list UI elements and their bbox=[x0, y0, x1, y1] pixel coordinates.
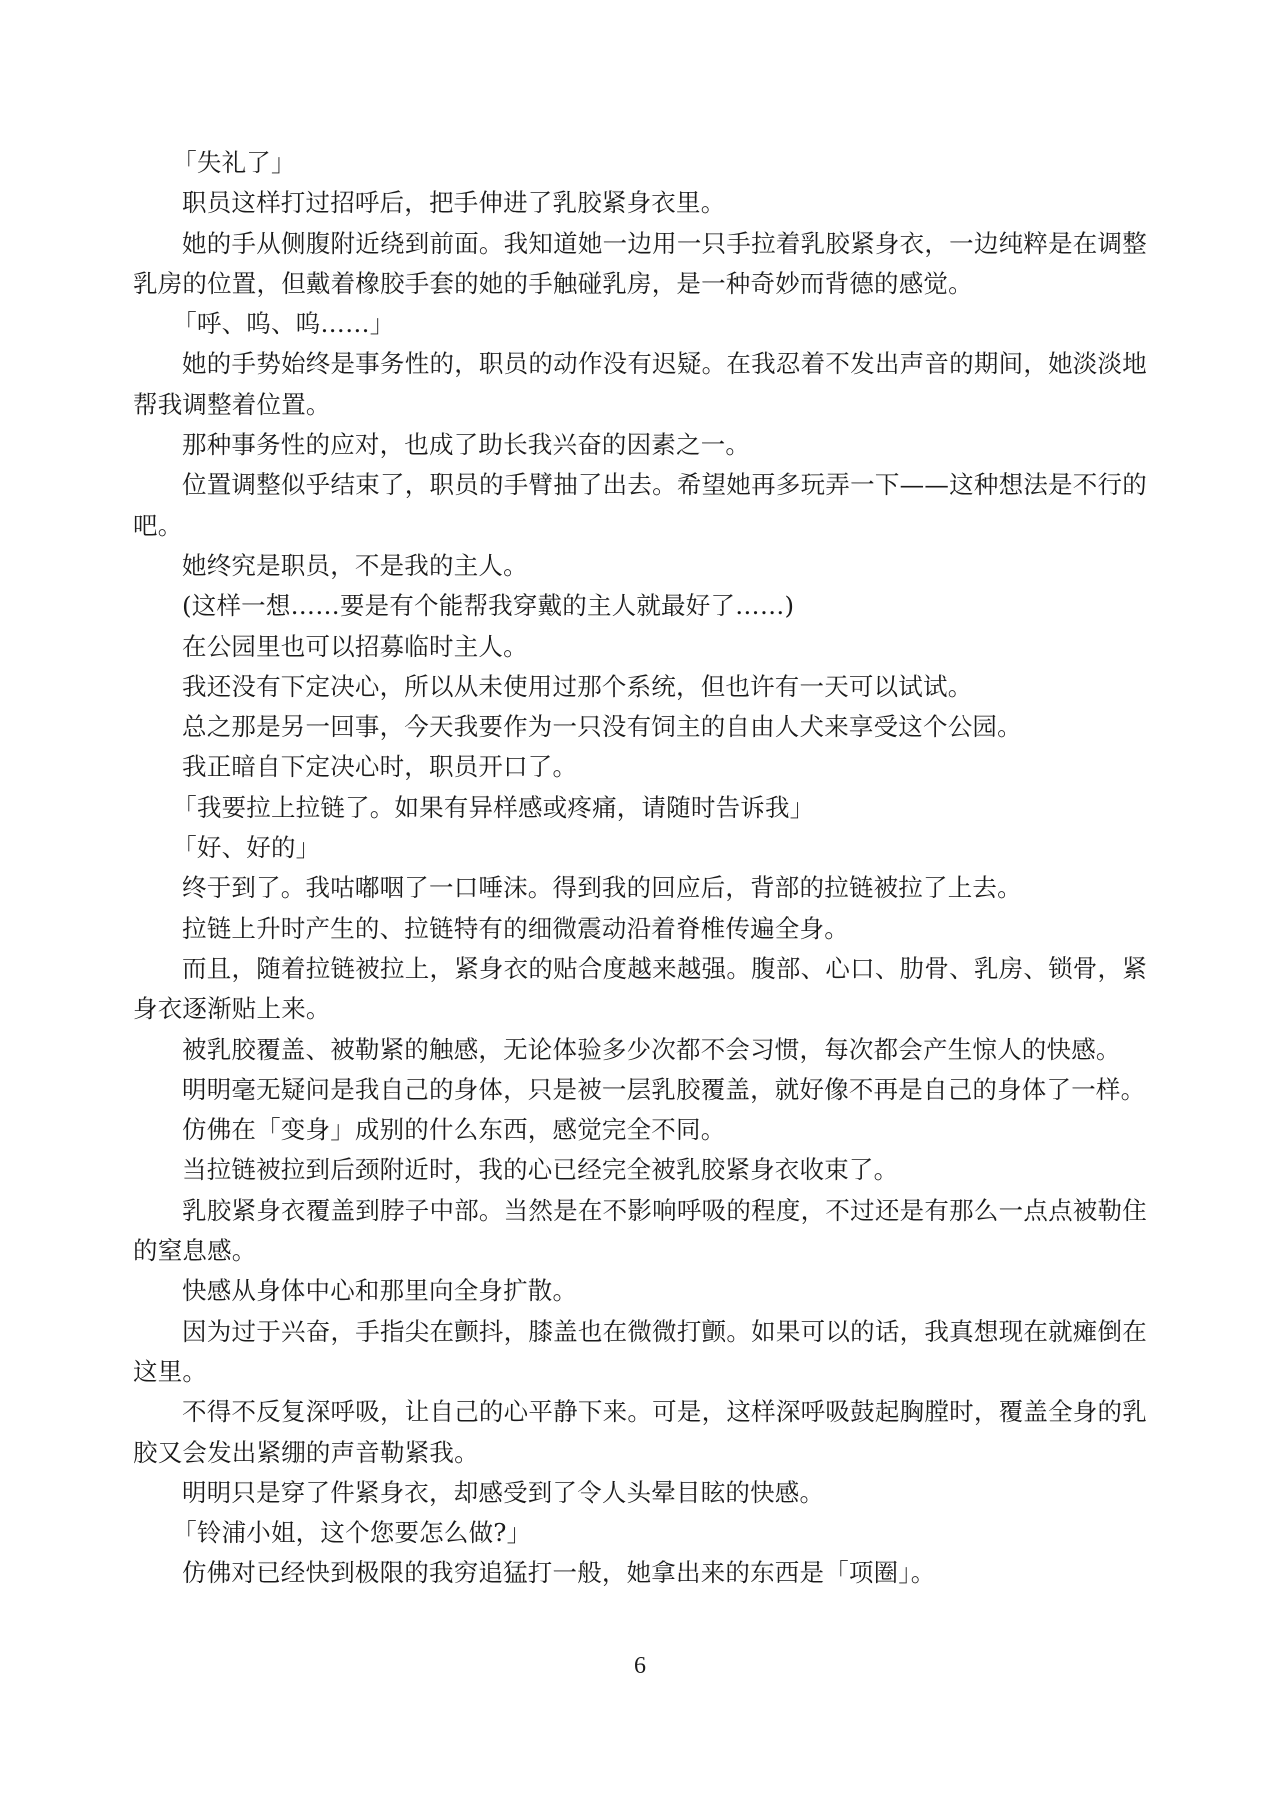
paragraph: 明明毫无疑问是我自己的身体，只是被一层乳胶覆盖，就好像不再是自己的身体了一样。 bbox=[182, 1074, 1146, 1104]
paragraph: 职员这样打过招呼后，把手伸进了乳胶紧身衣里。 bbox=[182, 188, 726, 218]
paragraph: 终于到了。我咕嘟咽了一口唾沫。得到我的回应后，背部的拉链被拉了上去。 bbox=[182, 873, 1022, 903]
paragraph: 「好、好的」 bbox=[172, 833, 321, 863]
paragraph: 「失礼了」 bbox=[172, 148, 296, 177]
paragraph: 当拉链被拉到后颈附近时，我的心已经完全被乳胶紧身衣收束了。 bbox=[182, 1155, 899, 1185]
page-number: 6 bbox=[634, 1653, 646, 1679]
paragraph: 被乳胶覆盖、被勒紧的触感，无论体验多少次都不会习惯，每次都会产生惊人的快感。 bbox=[182, 1034, 1121, 1064]
paragraph: 那种事务性的应对，也成了助长我兴奋的因素之一。 bbox=[182, 430, 751, 460]
paragraph: 「呼、呜、呜……」 bbox=[172, 309, 395, 339]
paragraph: 在公园里也可以招募临时主人。 bbox=[182, 631, 528, 661]
paragraph: 快感从身体中心和那里向全身扩散。 bbox=[182, 1276, 578, 1306]
paragraph: 位置调整似乎结束了，职员的手臂抽了出去。希望她再多玩弄一下——这种想法是不行的吧。 bbox=[133, 470, 1147, 540]
paragraph: 「我要拉上拉链了。如果有异样感或疼痛，请随时告诉我」 bbox=[172, 792, 815, 822]
paragraph: 总之那是另一回事，今天我要作为一只没有饲主的自由人犬来享受这个公园。 bbox=[182, 712, 1022, 742]
body-text bbox=[133, 143, 1147, 1594]
paragraph: 拉链上升时产生的、拉链特有的细微震动沿着脊椎传遍全身。 bbox=[182, 913, 849, 943]
paragraph: 她的手势始终是事务性的，职员的动作没有迟疑。在我忍着不发出声音的期间，她淡淡地帮我调整着位置。 bbox=[133, 349, 1147, 419]
paragraph: 仿佛在「变身」成别的什么东西，感觉完全不同。 bbox=[182, 1115, 726, 1145]
paragraph: 不得不反复深呼吸，让自己的心平静下来。可是，这样深呼吸鼓起胸膛时，覆盖全身的乳胶又会发出紧绷的声音勒紧我。 bbox=[133, 1397, 1147, 1467]
paragraph: 我正暗自下定决心时，职员开口了。 bbox=[182, 752, 578, 782]
paragraph: (这样一想……要是有个能帮我穿戴的主人就最好了……) bbox=[182, 591, 795, 621]
paragraph: 我还没有下定决心，所以从未使用过那个系统，但也许有一天可以试试。 bbox=[182, 671, 973, 701]
paragraph: 仿佛对已经快到极限的我穷追猛打一般，她拿出来的东西是「项圈」。 bbox=[182, 1558, 936, 1588]
paragraph: 明明只是穿了件紧身衣，却感受到了令人头晕目眩的快感。 bbox=[182, 1477, 825, 1507]
paragraph: 因为过于兴奋，手指尖在颤抖，膝盖也在微微打颤。如果可以的话，我真想现在就瘫倒在这里。 bbox=[133, 1316, 1147, 1386]
paragraph: 而且，随着拉链被拉上，紧身衣的贴合度越来越强。腹部、心口、肋骨、乳房、锁骨，紧身衣逐渐贴上来。 bbox=[133, 953, 1147, 1024]
paragraph: 她的手从侧腹附近绕到前面。我知道她一边用一只手拉着乳胶紧身衣，一边纯粹是在调整乳房的位置，但戴着橡胶手套的她的手触碰乳房，是一种奇妙而背德的感觉。 bbox=[133, 228, 1147, 298]
paragraph: 乳胶紧身衣覆盖到脖子中部。当然是在不影响呼吸的程度，不过还是有那么一点点被勒住的窒息感。 bbox=[133, 1195, 1147, 1266]
paragraph: 她终究是职员，不是我的主人。 bbox=[182, 550, 528, 580]
paragraph: 「铃浦小姐，这个您要怎么做?」 bbox=[172, 1518, 532, 1548]
